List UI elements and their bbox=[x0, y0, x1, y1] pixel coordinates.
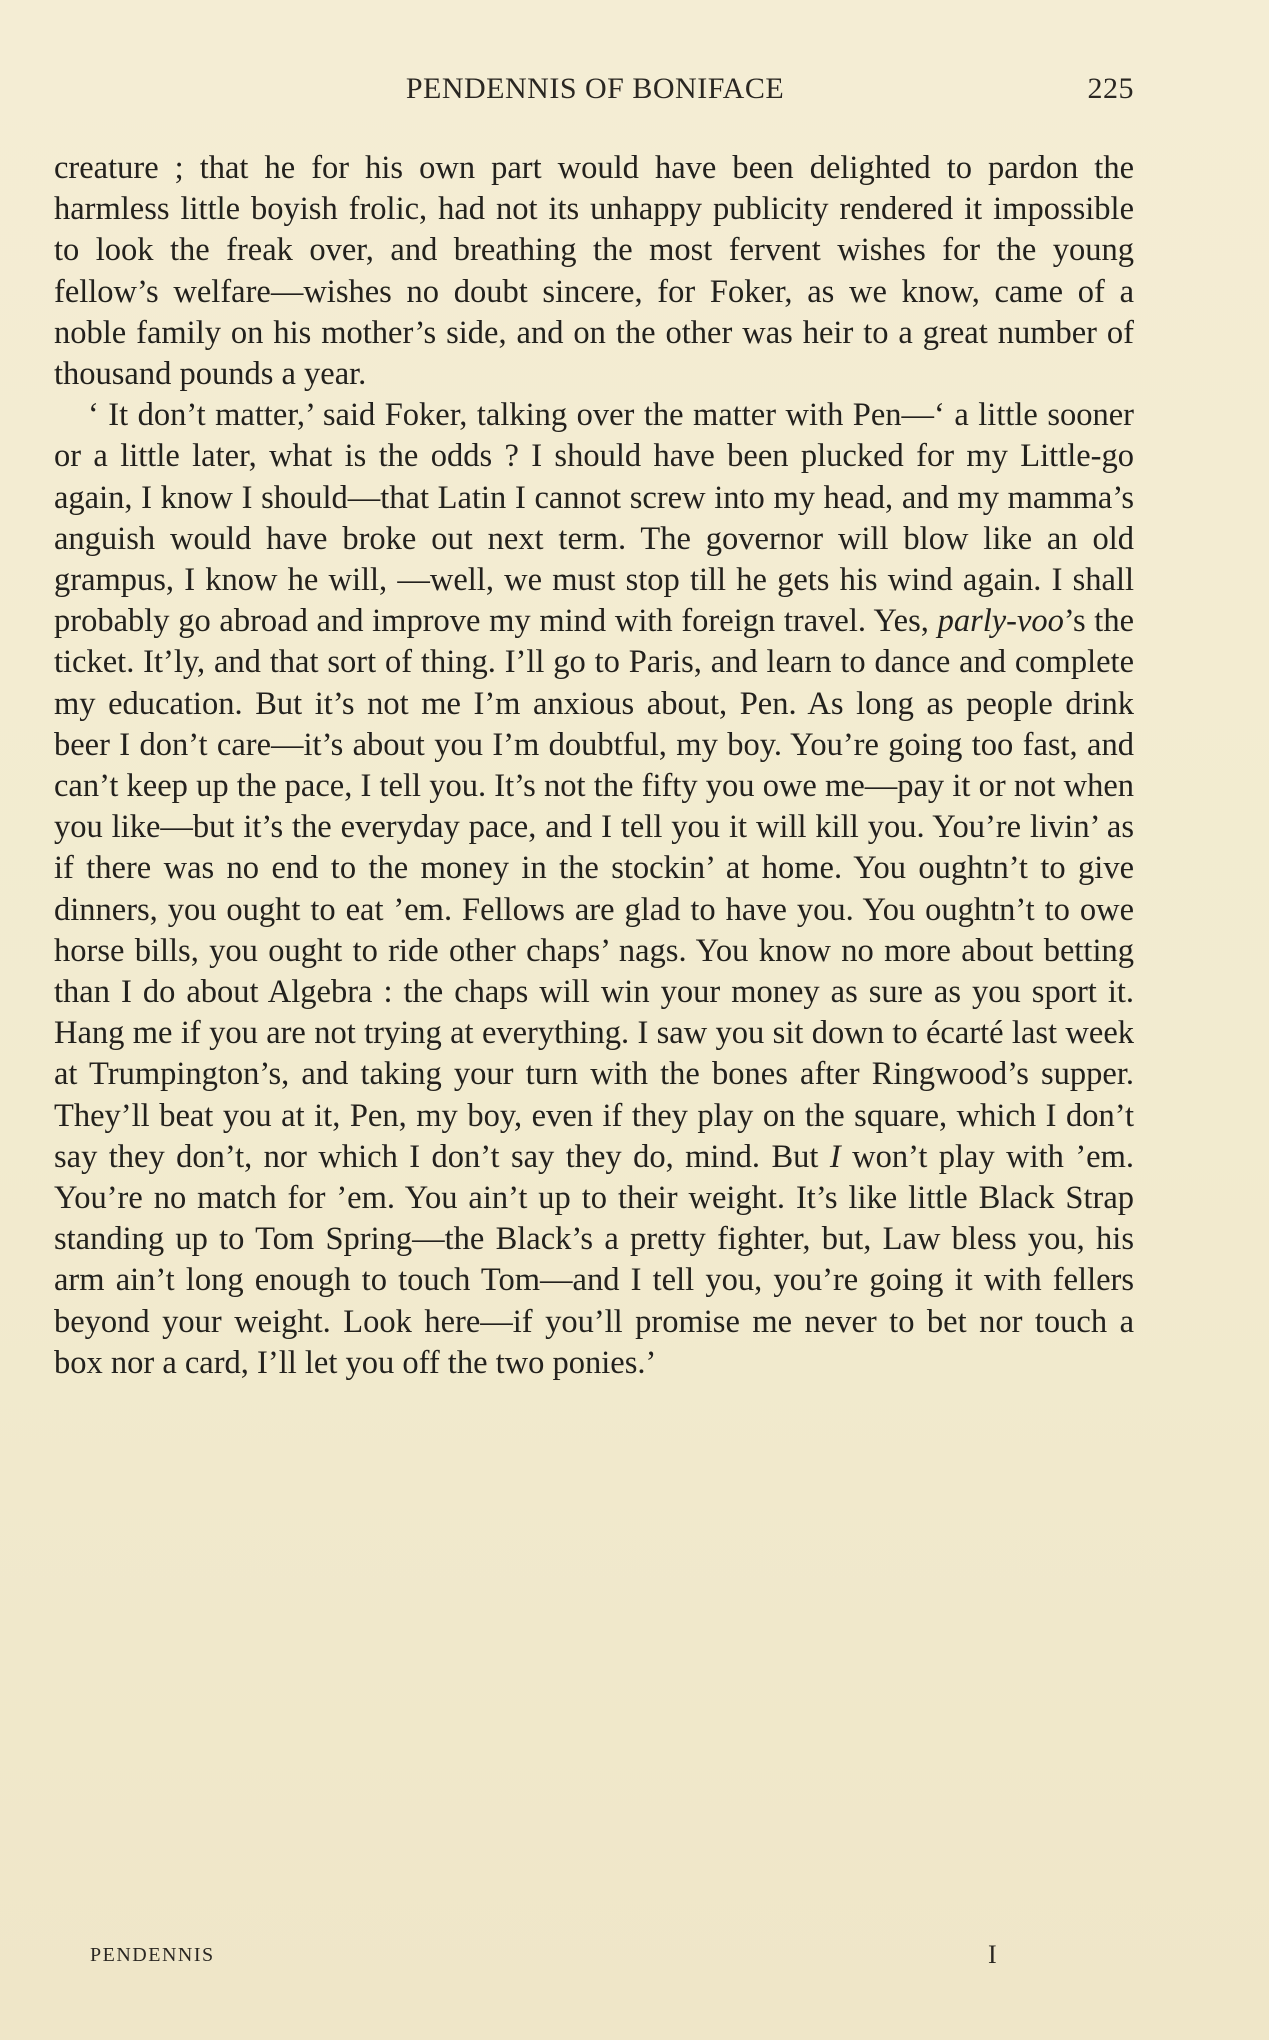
gathering-mark: I bbox=[988, 1940, 997, 1969]
page-number: 225 bbox=[1087, 72, 1134, 105]
paragraph bbox=[54, 395, 1134, 1384]
italic-text: I bbox=[829, 1138, 841, 1175]
running-header bbox=[56, 72, 1134, 116]
italic-text: parly-voo bbox=[937, 603, 1064, 640]
text-run: ’s the ticket. It’ly, and that sort of thing. I’ll go to Paris, and learn to dance and complete my education. But it’s not me I’m anxious about, Pen. As long as people drink beer I don’t care—it’s about you I’m doubtful, my boy. You’re going too fast, and can’t keep up the pace, I tell you. It’s not the fifty you owe me—pay it or not when you like—but it’s the everyday pace, and I tell you it will kill you. You’re livin’ as if there was no end to the money in the stockin’ at home. You oughtn’t to give dinners, you ought to eat ’em. Fellows are glad to have you. You oughtn’t to owe horse bills, you ought to ride other chaps’ nags. You know no more about betting than I do about Algebra : the chaps will win your money as sure as you sport it. Hang me if you are not trying at everything. I saw you sit down to écarté last week at Trumpington’s, and taking your turn with the bones after Ringwood’s supper. They’ll beat you at it, Pen, my boy, even if they play on the square, which I don’t say they don’t, nor which I don’t say they do, mind. But bbox=[54, 603, 1134, 1175]
running-title: PENDENNIS OF BONIFACE bbox=[405, 72, 785, 105]
paragraph bbox=[54, 148, 1134, 395]
body-text bbox=[54, 148, 1134, 1384]
page-footer bbox=[90, 1940, 1010, 1970]
text-run: ‘ It don’t matter,’ said Foker, talking over the matter with Pen—‘ a little sooner or a little later, what is the odds ? I should have been plucked for my Little-go again, I know I should—that Latin I cannot screw into my head, and my mamma’s anguish would have broke out next term. The governor will blow like an old grampus, I know he will, —well, we must stop till he gets his wind again. I shall probably go abroad and improve my mind with foreign travel. Yes, bbox=[54, 397, 1134, 640]
signature-mark: PENDENNIS bbox=[90, 1944, 215, 1966]
text-run: won’t play with ’em. You’re no match for ’em. You ain’t up to their weight. It’s like little Black Strap standing up to Tom Spring—the Black’s a pretty fighter, but, Law bless you, his arm ain’t long enough to touch Tom—and I tell you, you’re going it with fellers beyond your weight. Look here—if you’ll promise me never to bet nor touch a box nor a card, I’ll let you off the two ponies.’ bbox=[54, 1138, 1134, 1381]
text-run: creature ; that he for his own part would have been delighted to pardon the harmless little boyish frolic, had not its unhappy publicity rendered it impossible to look the freak over, and breathing the most fervent wishes for the young fellow’s welfare—wishes no doubt sincere, for Foker, as we know, came of a noble family on his mother’s side, and on the other was heir to a great number of thousand pounds a year. bbox=[54, 150, 1134, 393]
